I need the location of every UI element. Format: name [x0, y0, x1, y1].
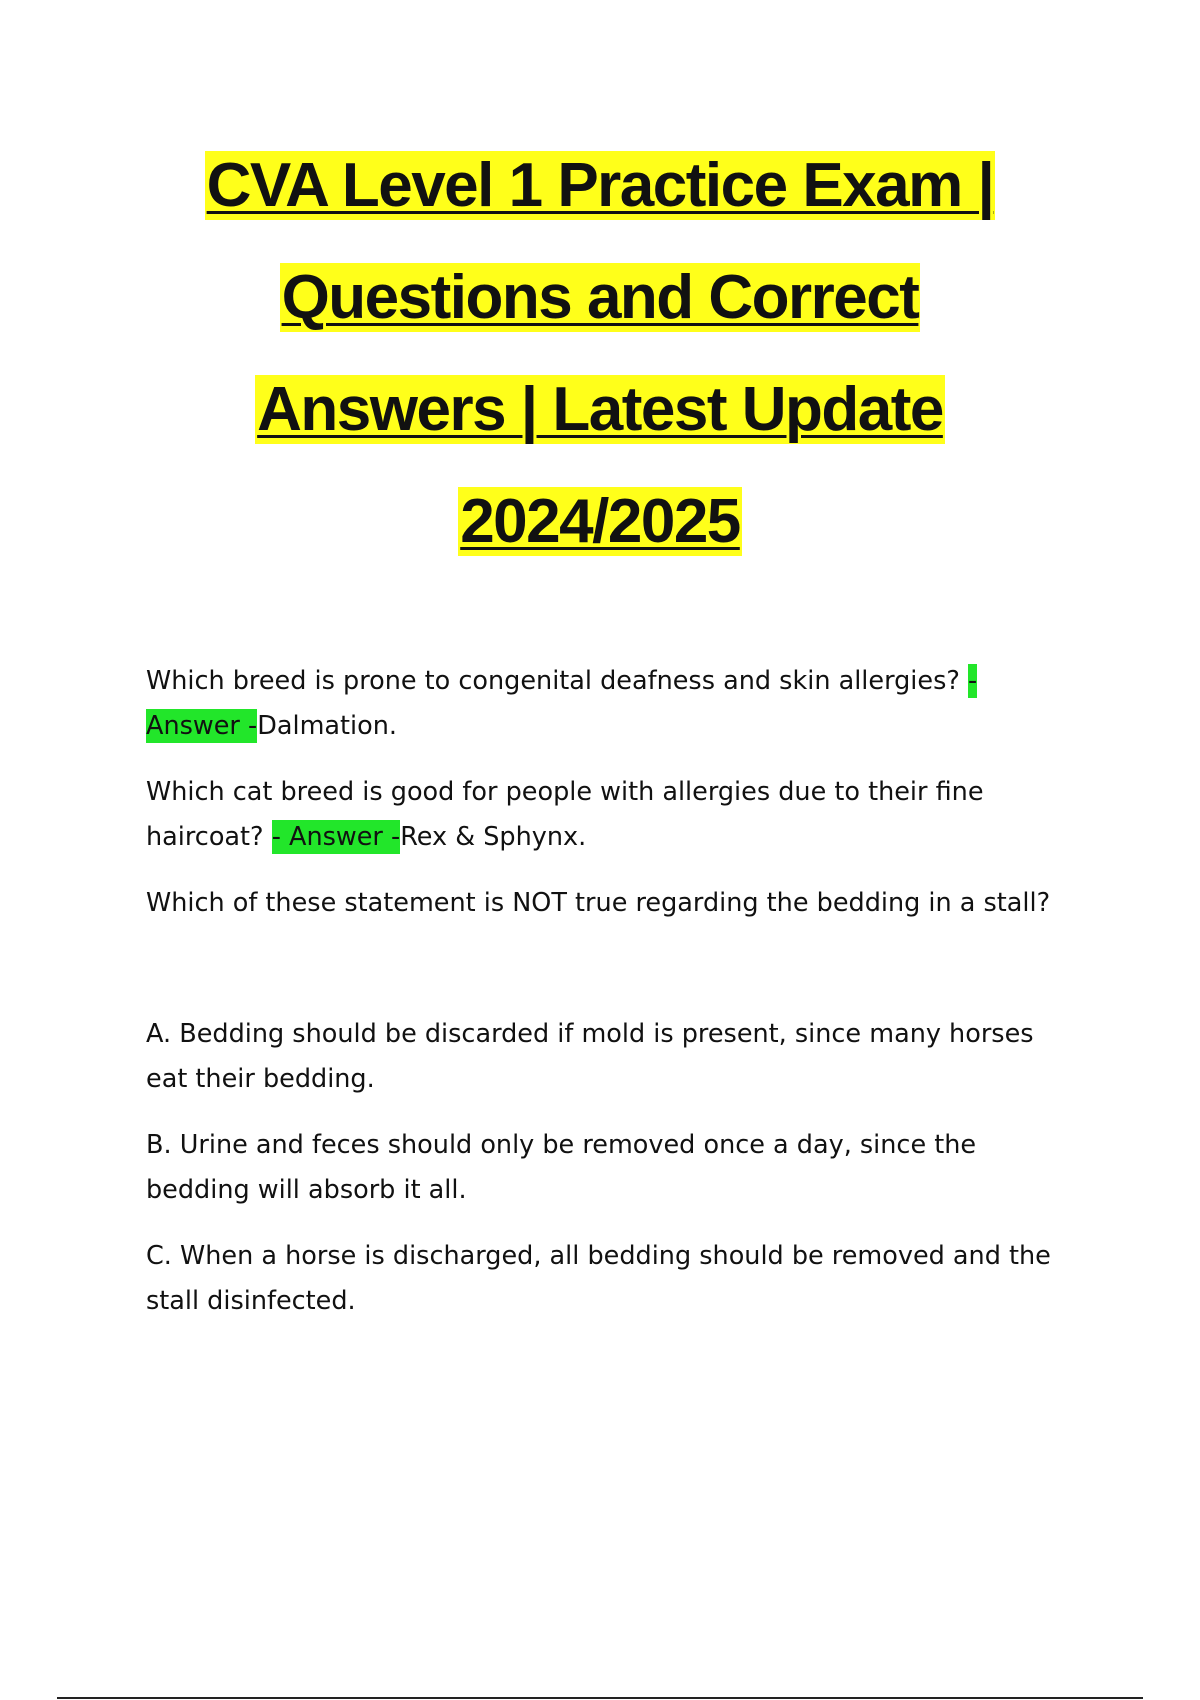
question-item-1 — [146, 659, 1076, 749]
answer-text: Rex & Sphynx. — [400, 822, 587, 852]
title-line-2 — [0, 242, 1200, 354]
title-text-4: 2024/2025 — [460, 487, 740, 556]
question-item-2 — [146, 770, 1076, 860]
option-b: B. Urine and feces should only be removed once a day, since the bedding will absorb it all. — [146, 1130, 977, 1205]
option-a: A. Bedding should be discarded if mold is present, since many horses eat their bedding. — [146, 1019, 1034, 1094]
title-text-3: Answers | Latest Update — [257, 375, 943, 444]
question-text: Which cat breed is good for people with allergies due to their fine haircoat? — [146, 777, 984, 852]
footer-divider — [57, 1697, 1143, 1699]
title-line-3 — [0, 354, 1200, 466]
title-text-1: CVA Level 1 Practice Exam | — [206, 151, 994, 220]
title-line-4 — [0, 466, 1200, 578]
answer-tag: - Answer - — [271, 822, 401, 852]
title-line-1 — [0, 130, 1200, 242]
answer-text: Dalmation. — [257, 711, 397, 741]
question-3-prompt: Which of these statement is NOT true regarding the bedding in a stall? — [146, 888, 1051, 918]
title-text-2: Questions and Correct — [281, 263, 919, 332]
question-text: Which breed is prone to congenital deafness and skin allergies? — [146, 666, 968, 696]
option-c: C. When a horse is discharged, all bedding should be removed and the stall disinfected. — [146, 1241, 1051, 1316]
answer-tag: - Answer - — [146, 666, 978, 741]
document-title — [0, 130, 1200, 578]
